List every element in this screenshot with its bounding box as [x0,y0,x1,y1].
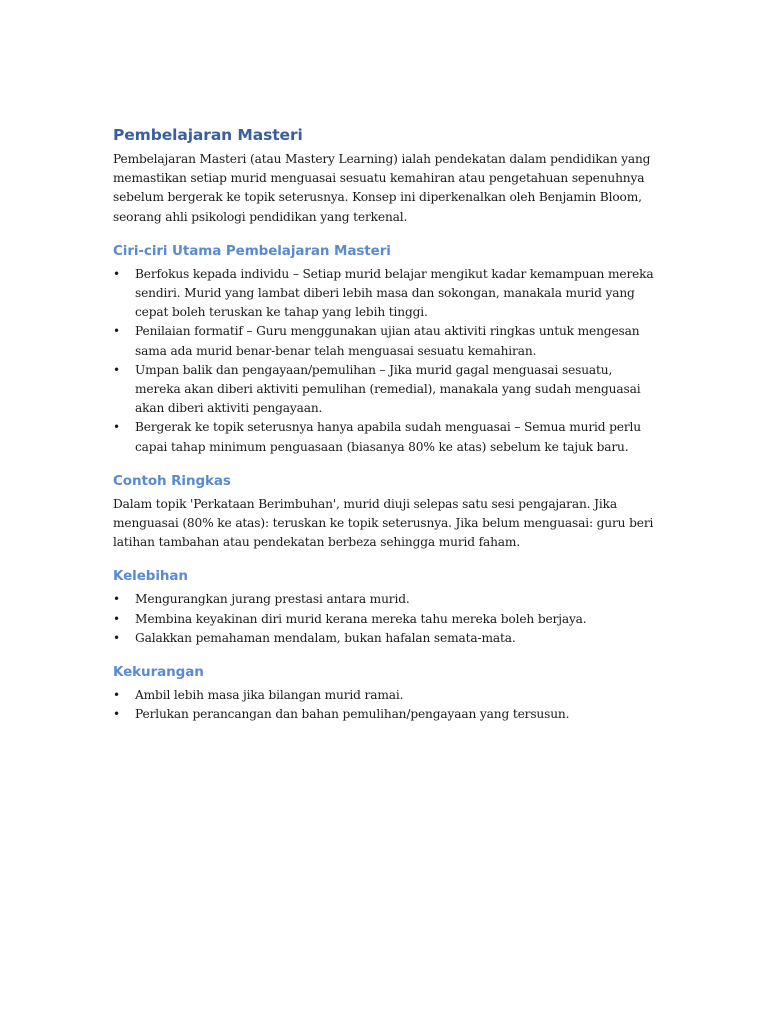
bullet-icon: • [113,362,120,377]
list-item [113,590,658,609]
list-item-text: Galakkan pemahaman mendalam, bukan hafalan semata-mata. [135,630,516,645]
bullet-icon: • [113,630,120,645]
list-item [113,629,658,648]
bullet-icon: • [113,707,120,722]
list-item [113,686,658,705]
bullet-icon: • [113,324,120,339]
list-item [113,610,658,629]
list-kekurangan [113,686,658,724]
bullet-icon: • [113,688,120,703]
list-item-text: Penilaian formatif – Guru menggunakan ujian atau aktiviti ringkas untuk mengesan sama ada murid benar-benar telah menguasai sesuatu kemahiran. [135,324,640,358]
list-item-text: Mengurangkan jurang prestasi antara murid. [135,592,410,607]
list-item-text: Ambil lebih masa jika bilangan murid ramai. [135,688,404,703]
list-kelebihan [113,590,658,648]
document-title: Pembelajaran Masteri [113,126,303,144]
bullet-icon: • [113,611,120,626]
bullet-icon: • [113,266,120,281]
bullet-icon: • [113,592,120,607]
list-ciri-ciri [113,265,658,457]
list-item-text: Umpan balik dan pengayaan/pemulihan – Jika murid gagal menguasai sesuatu, mereka akan diberi aktiviti pemulihan (remedial), manakala yang sudah menguasai akan diberi aktiviti pengayaan. [135,362,641,416]
list-item [113,705,658,724]
intro-paragraph: Pembelajaran Masteri (atau Mastery Learning) ialah pendekatan dalam pendidikan yang memastikan setiap murid menguasai sesuatu kemahiran atau pengetahuan sepenuhnya sebelum bergerak ke topik seterusnya. Konsep ini diperkenalkan oleh Benjamin Bloom, seorang ahli psikologi pendidikan yang terkenal. [113,152,651,224]
heading-kelebihan: Kelebihan [113,568,188,585]
document-body [113,124,658,724]
heading-contoh-ringkas: Contoh Ringkas [113,472,231,489]
list-item-text: Membina keyakinan diri murid kerana mereka tahu mereka boleh berjaya. [135,611,587,626]
list-item-text: Perlukan perancangan dan bahan pemulihan/pengayaan yang tersusun. [135,707,570,722]
bullet-icon: • [113,420,120,435]
list-item-text: Berfokus kepada individu – Setiap murid belajar mengikut kadar kemampuan mereka sendiri. Murid yang lambat diberi lebih masa dan sokongan, manakala murid yang cepat boleh teruskan ke tahap yang lebih tinggi. [135,266,654,320]
list-item-text: Bergerak ke topik seterusnya hanya apabila sudah menguasai – Semua murid perlu capai tahap minimum penguasaan (biasanya 80% ke atas) sebelum ke tajuk baru. [135,420,641,454]
contoh-paragraph: Dalam topik 'Perkataan Berimbuhan', murid diuji selepas satu sesi pengajaran. Jika menguasai (80% ke atas): teruskan ke topik seterusnya. Jika belum menguasai: guru beri latihan tambahan atau pendekatan berbeza sehingga murid faham. [113,496,654,550]
list-item [113,418,658,456]
list-item [113,265,658,323]
list-item [113,361,658,419]
list-item [113,322,658,360]
heading-kekurangan: Kekurangan [113,664,204,681]
heading-ciri-ciri: Ciri-ciri Utama Pembelajaran Masteri [113,242,391,259]
